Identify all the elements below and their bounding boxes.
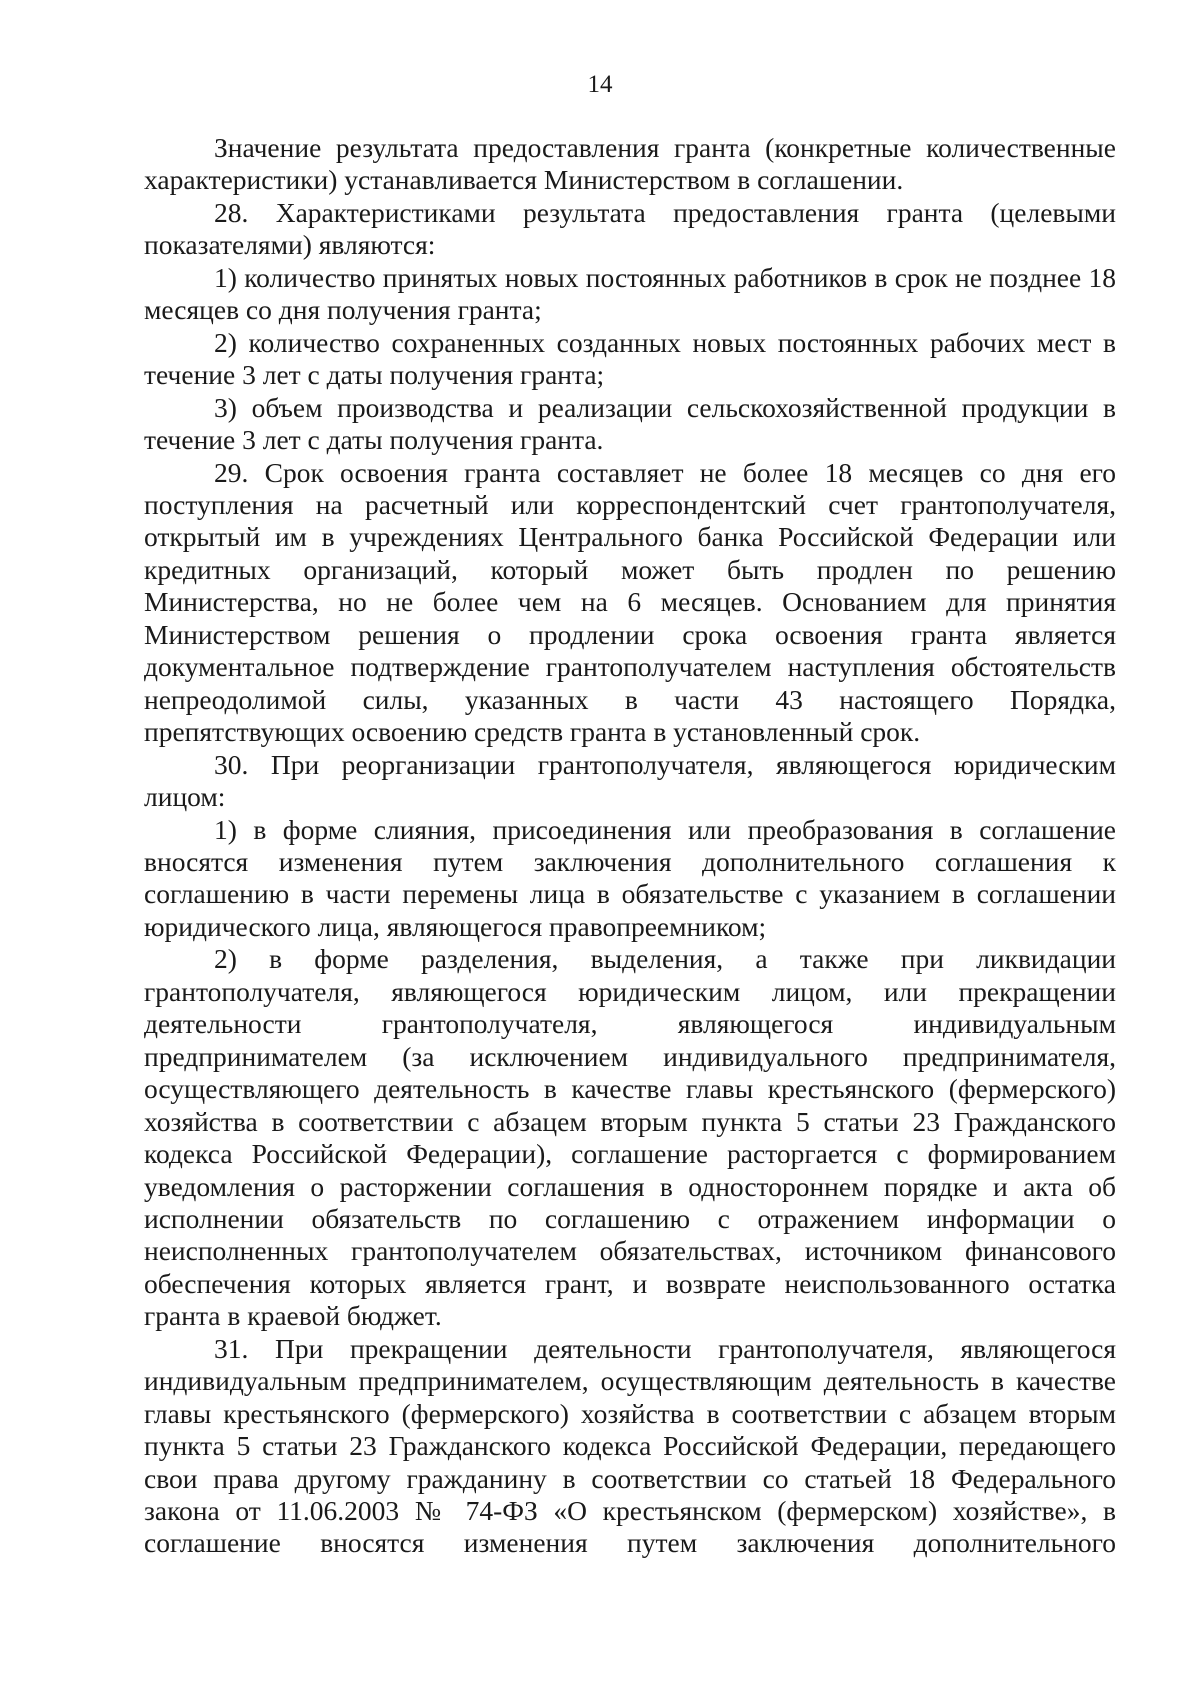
paragraph-28: 28. Характеристиками результата предоставления гранта (целевыми показателями) являются:: [144, 196, 1116, 261]
paragraph-30: 30. При реорганизации грантополучателя, являющегося юридическим лицом:: [144, 748, 1116, 813]
paragraph-31: 31. При прекращении деятельности грантополучателя, являющегося индивидуальным предпринимателем, осуществляющим деятельность в качестве главы крестьянского (фермерского) хозяйства в соответствии с абзацем вторым пункта 5 статьи 23 Гражданского кодекса Российской Федерации, передающего свои права другому гражданину в соответствии со статьей 18 Федерального закона от 11.06.2003 № 74-ФЗ «О крестьянском (фермерском) хозяйстве», в соглашение вносятся изменения путем заключения дополнительного: [144, 1332, 1116, 1559]
paragraph-30-item-1: 1) в форме слияния, присоединения или преобразования в соглашение вносятся изменения путем заключения дополнительного соглашения к соглашению в части перемены лица в обязательстве с указанием в соглашении юридического лица, являющегося правопреемником;: [144, 813, 1116, 942]
paragraph-result-value: Значение результата предоставления гранта (конкретные количественные характеристики) устанавливается Министерством в соглашении.: [144, 132, 1116, 196]
paragraph-30-item-2: 2) в форме разделения, выделения, а также при ликвидации грантополучателя, являющегося юридическим лицом, или прекращении деятельности грантополучателя, являющегося индивидуальным предпринимателем (за исключением индивидуального предпринимателя, осуществляющего деятельность в качестве главы крестьянского (фермерского) хозяйства в соответствии с абзацем вторым пункта 5 статьи 23 Гражданского кодекса Российской Федерации), соглашение расторгается с формированием уведомления о расторжении соглашения в одностороннем порядке и акта об исполнении обязательств по соглашению с отражением информации о неисполненных грантополучателем обязательствах, источником финансового обеспечения которых является грант, и возврате неиспользованного остатка гранта в краевой бюджет.: [144, 943, 1116, 1332]
page-number: 14: [587, 71, 613, 98]
paragraph-28-item-1: 1) количество принятых новых постоянных работников в срок не позднее 18 месяцев со дня получения гранта;: [144, 261, 1116, 326]
paragraph-28-item-2: 2) количество сохраненных созданных новых постоянных рабочих мест в течение 3 лет с даты получения гранта;: [144, 326, 1116, 391]
document-body: [144, 132, 1116, 1560]
paragraph-28-item-3: 3) объем производства и реализации сельскохозяйственной продукции в течение 3 лет с даты получения гранта.: [144, 391, 1116, 456]
paragraph-29: 29. Срок освоения гранта составляет не более 18 месяцев со дня его поступления на расчетный или корреспондентский счет грантополучателя, открытый им в учреждениях Центрального банка Российской Федерации или кредитных организаций, который может быть продлен по решению Министерства, но не более чем на 6 месяцев. Основанием для принятия Министерством решения о продлении срока освоения гранта является документальное подтверждение грантополучателем наступления обстоятельств непреодолимой силы, указанных в части 43 настоящего Порядка, препятствующих освоению средств гранта в установленный срок.: [144, 456, 1116, 748]
